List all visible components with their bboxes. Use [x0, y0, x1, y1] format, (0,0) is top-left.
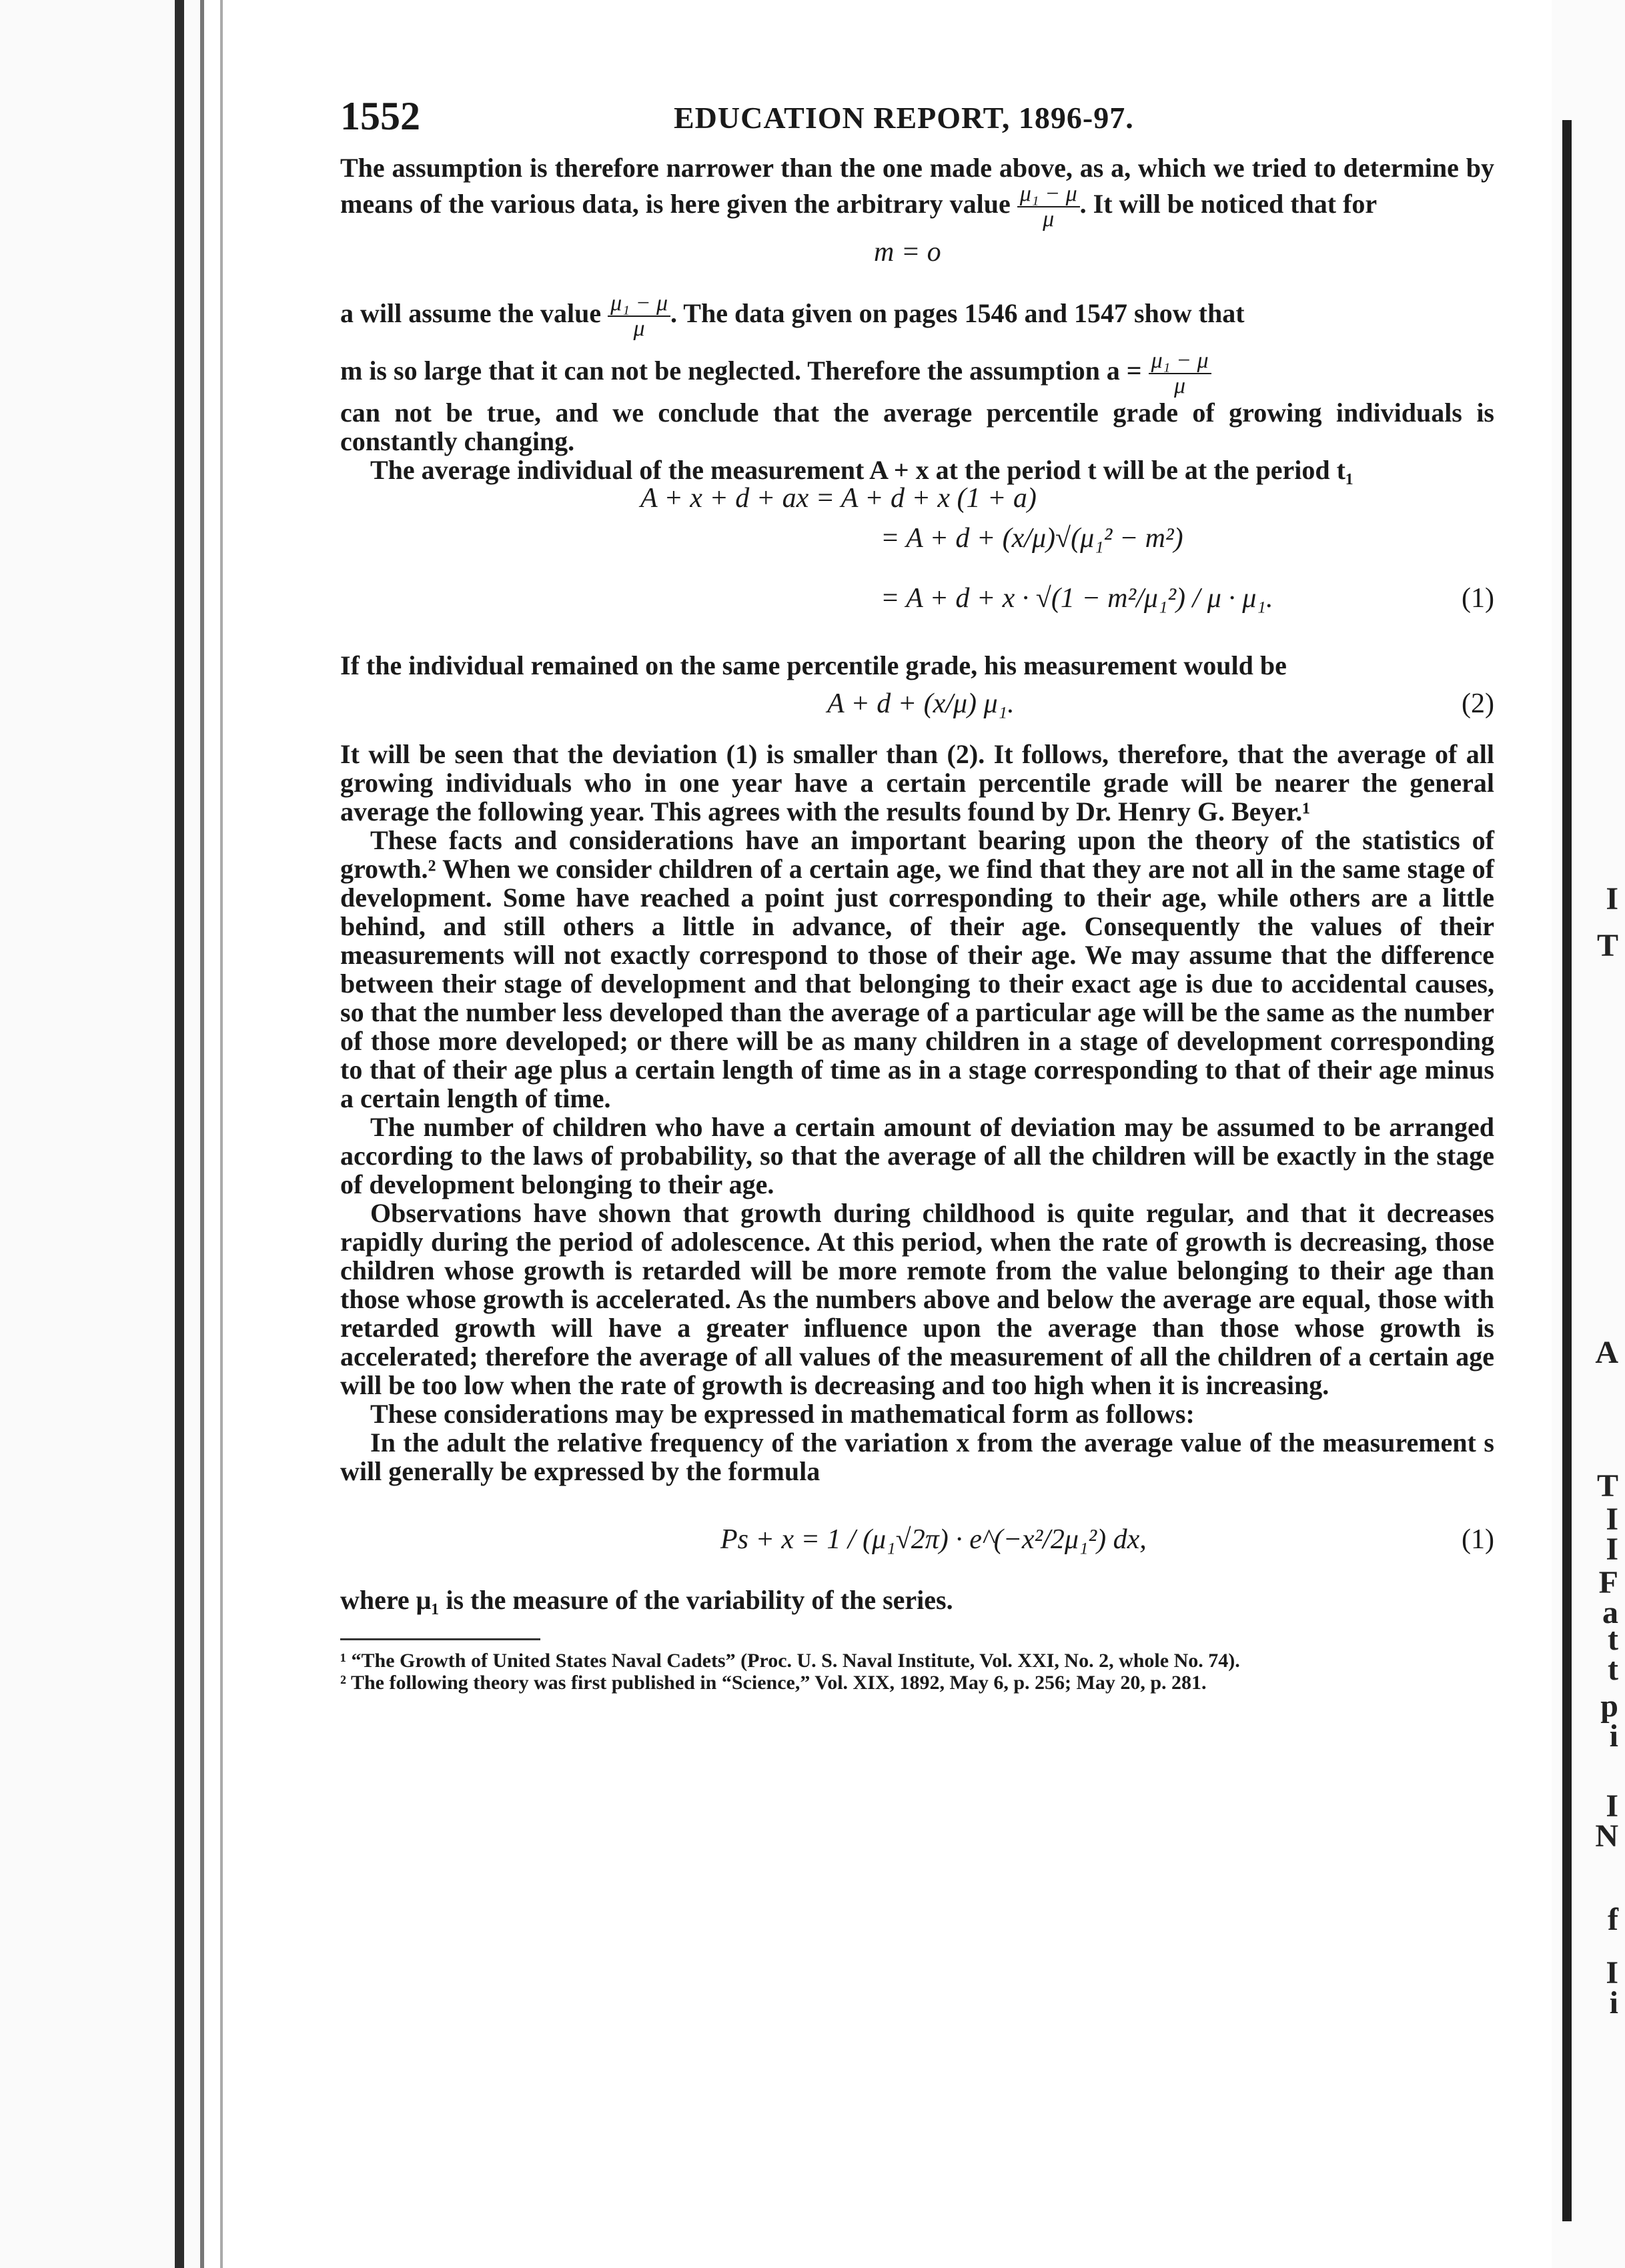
margin-fragment: T: [1596, 928, 1618, 963]
margin-fragment: A: [1595, 1335, 1618, 1370]
margin-fragment: t: [1608, 1622, 1618, 1657]
body-text: [340, 153, 1494, 1614]
fraction: $\frac{\text{μ₁ − μ}}{\mu}$: [608, 292, 670, 341]
margin-fragment: t: [1608, 1652, 1618, 1687]
paragraph: a will assume the value $\frac{\text{μ₁ − μ}}{\mu}$ . The data given on pages 1546 and 1547 show that: [340, 291, 1245, 341]
scan-right-edge-line: [1562, 120, 1572, 2221]
paragraph: These facts and considerations have an important bearing upon the theory of the statistics of growth.² When we consider children of a certain age, we find that they are not all in the same stage of development. Some have reached a point just corresponding to their age, while others are a little behind, and still others a little in advance, of their age. Consequently the values of their measurements will not exactly correspond to those of their age. We may assume that the difference between their stage of development and that belonging to their exact age is due to accidental causes, so that the number less developed than the average of a particular age will be the same as the number of those more developed; or there will be as many children in a stage of development corresponding to that of their age plus a certain length of time as in a stage corresponding to that of their age minus a certain length of time.: [340, 825, 1494, 1113]
paragraph: These considerations may be expressed in mathematical form as follows:: [370, 1399, 1195, 1429]
equation-number: (2): [1462, 688, 1494, 719]
footnote-rule: [340, 1638, 540, 1640]
equation-number: (1): [1462, 1524, 1494, 1555]
running-title: EDUCATION REPORT, 1896-97.: [674, 101, 1134, 135]
paragraph: The number of children who have a certain amount of deviation may be assumed to be arranged according to the laws of probability, so that the average of all the children will be exactly in the stage of development belonging to their age.: [340, 1112, 1494, 1199]
footnote: ¹ “The Growth of United States Naval Cadets” (Proc. U. S. Naval Institute, Vol. XXI, No. 2, whole No. 74).: [340, 1650, 1240, 1672]
paragraph: The assumption is therefore narrower than the one made above, as a, which we tried to determine by means of the various data, is here given the arbitrary value $\frac{\text{μ₁ − μ}}{\mu}$ . It will be noticed that for: [340, 153, 1494, 231]
margin-fragment: T: [1596, 1468, 1618, 1504]
footnote: ² The following theory was first published in “Science,” Vol. XIX, 1892, May 6, p. 256; May 20, p. 281.: [340, 1672, 1207, 1694]
fraction: $\frac{\text{μ₁ − μ}}{\mu}$: [1017, 182, 1080, 231]
equation-number: (1): [1462, 583, 1494, 614]
page-number: 1552: [340, 94, 420, 138]
paragraph: In the adult the relative frequency of the variation x from the average value of the measurement s will generally be expressed by the formula: [340, 1428, 1494, 1486]
fraction: $\frac{\text{μ₁ − μ}}{\mu}$: [1149, 349, 1211, 398]
paragraph: Observations have shown that growth during childhood is quite regular, and that it decreases rapidly during the period of adolescence. At this period, when the rate of growth is decreasing, those children whose growth is retarded will be more remote from the value belonging to their age than those whose growth is accelerated. As the numbers above and below the average are equal, those with retarded growth will have a greater influence upon the average than those whose growth is accelerated; therefore the average of all values of the measurement of all the children of a certain age will be too low when the rate of growth is decreasing and too high when it is increasing.: [340, 1198, 1494, 1400]
scan-edge-line: [175, 0, 184, 2268]
margin-fragment: I: [1606, 1788, 1618, 1824]
equation: Ps + x = 1 / (μ₁√2π) · e^(−x²/2μ₁²) dx, (1): [720, 1524, 1494, 1555]
margin-fragment: F: [1598, 1565, 1618, 1600]
paragraph: can not be true, and we conclude that the average percentile grade of growing individuals is constantly changing.: [340, 398, 1494, 456]
paragraph: It will be seen that the deviation (1) is smaller than (2). It follows, therefore, that the average of all growing individuals who in one year have a certain percentile grade will be nearer the general average the following year. This agrees with the results found by Dr. Henry G. Beyer.¹: [340, 739, 1494, 826]
equation: A + d + (x/μ) μ₁. (2): [827, 688, 1494, 719]
page-header: [340, 93, 1494, 153]
scan-edge-line: [220, 0, 223, 2268]
equation: m = o: [874, 237, 941, 267]
margin-fragment: N: [1595, 1818, 1618, 1854]
margin-fragment: I: [1606, 881, 1618, 917]
paragraph: The average individual of the measurement A + x at the period t will be at the period t₁: [370, 455, 1353, 485]
margin-fragment: i: [1609, 1718, 1618, 1754]
scan-edge-line: [200, 0, 204, 2268]
margin-fragment: a: [1602, 1595, 1618, 1630]
margin-fragment: I: [1606, 1502, 1618, 1537]
paragraph: where μ₁ is the measure of the variability of the series.: [340, 1585, 953, 1615]
document-page: [340, 93, 1494, 1694]
margin-fragment: I: [1606, 1955, 1618, 1991]
margin-fragment: f: [1608, 1902, 1618, 1937]
margin-fragment: I: [1606, 1532, 1618, 1567]
scan-left-margin: [0, 0, 200, 2268]
paragraph: If the individual remained on the same percentile grade, his measurement would be: [340, 650, 1287, 680]
margin-fragment: i: [1609, 1985, 1618, 2021]
margin-fragment: p: [1600, 1688, 1618, 1724]
paragraph: m is so large that it can not be neglected. Therefore the assumption a = $\frac{\text{μ₁ − μ}}{\mu}$: [340, 349, 1494, 398]
equation: A + x + d + ax = A + d + x (1 + a) = A + d + (x/μ)√(μ₁² − m²) = A + d + x · √(1 − m²/μ₁²) / μ · μ₁. (1): [640, 483, 1494, 614]
